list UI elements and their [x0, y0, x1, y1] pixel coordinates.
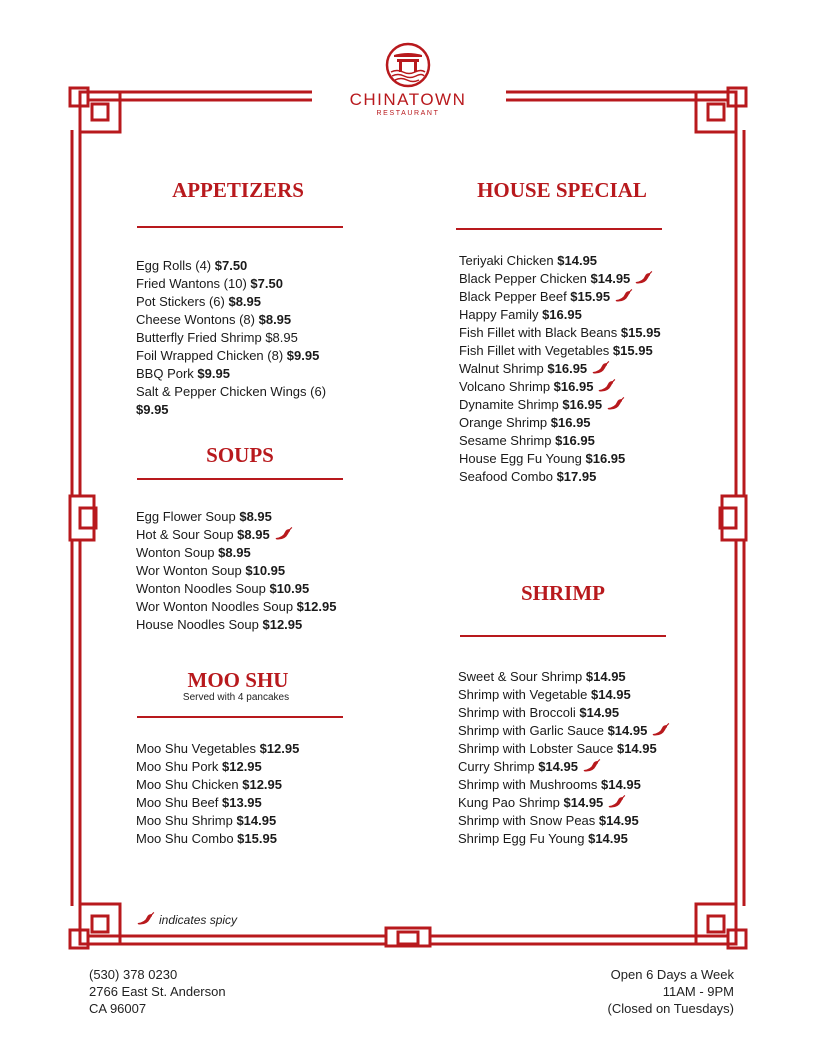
menu-item	[136, 544, 336, 562]
menu-item-price: $14.95	[579, 705, 620, 720]
menu-item	[136, 526, 336, 544]
chili-pepper-icon	[613, 289, 633, 303]
menu-item-name: Egg Flower Soup	[136, 509, 240, 524]
menu-item	[136, 758, 299, 776]
restaurant-name: CHINATOWN	[349, 90, 467, 109]
chili-pepper-icon	[135, 912, 155, 926]
menu-item-name: Kung Pao Shrimp	[458, 795, 564, 810]
menu-item-name: Dynamite Shrimp	[459, 397, 563, 412]
menu-item-price: $16.95	[542, 307, 582, 322]
chili-pepper-icon	[590, 361, 610, 375]
menu-item-price: $9.95	[136, 402, 169, 417]
menu-item-name: Salt & Pepper Chicken Wings (6)	[136, 384, 327, 399]
menu-item-price: $14.95	[563, 795, 604, 810]
menu-item-price: $16.95	[550, 415, 591, 430]
menu-item-name: Sesame Shrimp	[459, 433, 556, 448]
menu-item-name: Walnut Shrimp	[459, 361, 548, 376]
menu-item-name: Moo Shu Vegetables	[136, 741, 260, 756]
mooshu-divider	[137, 716, 343, 718]
menu-item-price: $16.95	[562, 397, 603, 412]
street-address: 2766 East St. Anderson	[89, 984, 226, 999]
menu-item-price: $8.95	[218, 545, 251, 560]
menu-item-price: $16.95	[555, 433, 595, 448]
menu-item-price: $14.95	[588, 831, 628, 846]
menu-item	[136, 508, 336, 526]
menu-item	[136, 794, 299, 812]
menu-item	[459, 342, 661, 360]
chili-pepper-icon	[273, 527, 293, 541]
restaurant-subtitle: RESTAURANT	[376, 110, 440, 117]
menu-item-price: $14.95	[236, 813, 277, 828]
menu-item-name: Foil Wrapped Chicken (8)	[136, 348, 287, 363]
menu-item-price: $17.95	[556, 469, 597, 484]
menu-item-name: Shrimp with Mushrooms	[458, 777, 602, 792]
menu-item-name: Moo Shu Combo	[136, 831, 238, 846]
menu-item-name: Seafood Combo	[459, 469, 557, 484]
menu-item-price: $14.95	[607, 723, 648, 738]
footer-hours	[608, 966, 734, 1017]
menu-item	[458, 794, 670, 812]
menu-item-name: House Noodles Soup	[136, 617, 263, 632]
menu-item	[459, 288, 661, 306]
state-zip: CA 96007	[89, 1001, 147, 1016]
menu-item	[459, 414, 661, 432]
menu-item-name: Fish Fillet with Black Beans	[459, 325, 621, 340]
menu-item	[136, 740, 299, 758]
menu-item-price: $8.95	[258, 312, 292, 327]
menu-item	[458, 776, 670, 794]
menu-item	[136, 401, 326, 419]
shrimp-divider	[460, 635, 666, 637]
menu-item-name: Shrimp with Broccoli	[458, 705, 580, 720]
phone-number: (530) 378 0230	[89, 967, 178, 982]
soups-title: SOUPS	[206, 443, 274, 467]
appetizers-divider	[137, 226, 343, 228]
mooshu-list	[136, 740, 299, 848]
house-special-divider	[456, 228, 662, 230]
menu-item-price: $14.95	[598, 813, 639, 828]
menu-item-name: Black Pepper Beef	[459, 289, 571, 304]
menu-item	[136, 562, 336, 580]
menu-item-name: Wonton Noodles Soup	[136, 581, 270, 596]
menu-item-name: Cheese Wontons (8)	[136, 312, 259, 327]
menu-item-name: Shrimp with Lobster Sauce	[458, 741, 617, 756]
chili-pepper-icon	[633, 271, 653, 285]
menu-item	[458, 830, 670, 848]
chili-pepper-icon	[650, 723, 670, 737]
menu-item	[458, 740, 670, 758]
menu-item-price: $15.95	[570, 289, 611, 304]
menu-item	[459, 396, 661, 414]
chili-pepper-icon	[596, 379, 616, 393]
menu-item	[459, 378, 661, 396]
menu-item	[459, 432, 661, 450]
menu-item	[458, 758, 670, 776]
menu-item-price: $15.95	[620, 325, 661, 340]
menu-item	[459, 468, 661, 486]
spicy-legend	[135, 912, 237, 927]
mooshu-note: Served with 4 pancakes	[182, 692, 290, 703]
closed-day: (Closed on Tuesdays)	[607, 1001, 734, 1016]
legend-text: indicates spicy	[159, 913, 238, 927]
menu-item-price: $14.95	[557, 253, 598, 268]
menu-item-price: $12.95	[262, 617, 303, 632]
menu-item	[459, 252, 661, 270]
menu-item-name: BBQ Pork	[136, 366, 198, 381]
pagoda-logo-icon	[385, 42, 431, 88]
menu-item-price: $13.95	[222, 795, 262, 810]
menu-item	[136, 329, 326, 347]
menu-item-price: $15.95	[612, 343, 653, 358]
menu-item-price: $14.95	[590, 687, 631, 702]
menu-item-price: $12.95	[296, 599, 337, 614]
menu-item-name: Shrimp Egg Fu Young	[458, 831, 589, 846]
menu-item-name: Hot & Sour Soup	[136, 527, 238, 542]
menu-item-name: Shrimp with Snow Peas	[458, 813, 599, 828]
footer-contact	[89, 966, 226, 1017]
menu-item	[458, 704, 670, 722]
menu-item-price: $9.95	[286, 348, 320, 363]
menu-item-name: Shrimp with Garlic Sauce	[458, 723, 608, 738]
menu-item-price: $8.95	[239, 509, 272, 524]
soups-list	[136, 508, 336, 634]
menu-item-name: Orange Shrimp	[459, 415, 551, 430]
menu-item	[136, 598, 336, 616]
menu-item-price: $15.95	[237, 831, 277, 846]
menu-item	[136, 830, 299, 848]
menu-item	[136, 776, 299, 794]
menu-item-name: Moo Shu Pork	[136, 759, 222, 774]
menu-item	[459, 324, 661, 342]
menu-item-price: $7.50	[250, 276, 283, 291]
appetizers-title: APPETIZERS	[172, 178, 304, 202]
menu-item	[136, 275, 326, 293]
shrimp-list	[458, 668, 670, 848]
appetizers-list	[136, 257, 326, 419]
mooshu-title: MOO SHU	[187, 668, 289, 692]
menu-item-name: Moo Shu Chicken	[136, 777, 243, 792]
shrimp-title: SHRIMP	[521, 581, 605, 605]
menu-item-name: Wor Wonton Soup	[136, 563, 246, 578]
menu-item-name: Moo Shu Shrimp	[136, 813, 237, 828]
menu-item	[458, 722, 670, 740]
menu-item	[458, 668, 670, 686]
menu-item-name: Moo Shu Beef	[136, 795, 222, 810]
menu-item	[136, 616, 336, 634]
menu-item	[458, 812, 670, 830]
menu-item	[459, 360, 661, 378]
menu-item	[136, 812, 299, 830]
menu-item-price: $12.95	[259, 741, 300, 756]
menu-item-price: $16.95	[585, 451, 626, 466]
menu-item-price: $16.95	[547, 361, 588, 376]
menu-item-price: $14.95	[538, 759, 578, 774]
menu-item-name: Fish Fillet with Vegetables	[459, 343, 613, 358]
menu-item	[136, 311, 326, 329]
menu-item	[459, 270, 661, 288]
menu-item-price: $8.95	[237, 527, 270, 542]
open-time: 11AM - 9PM	[662, 984, 734, 999]
chili-pepper-icon	[605, 397, 625, 411]
menu-item-price: $8.95	[228, 294, 262, 309]
menu-item	[459, 450, 661, 468]
menu-item-price: $12.95	[242, 777, 282, 792]
menu-item	[136, 365, 326, 383]
menu-item-name: Fried Wantons (10)	[136, 276, 251, 291]
menu-item-price: $14.95	[590, 271, 631, 286]
menu-item	[458, 686, 670, 704]
menu-item-price: $10.95	[245, 563, 286, 578]
soups-divider	[137, 478, 343, 480]
menu-item-name: Volcano Shrimp	[459, 379, 554, 394]
menu-item-name: Black Pepper Chicken	[459, 271, 591, 286]
menu-item	[136, 347, 326, 365]
menu-item-name: Wonton Soup	[136, 545, 219, 560]
menu-item-name: Sweet & Sour Shrimp	[458, 669, 586, 684]
menu-item-price: $7.50	[214, 258, 248, 273]
open-days: Open 6 Days a Week	[610, 967, 734, 982]
menu-item-name: Curry Shrimp	[458, 759, 539, 774]
menu-item-name: Teriyaki Chicken	[459, 253, 558, 268]
menu-item	[136, 383, 326, 401]
menu-item	[136, 580, 336, 598]
menu-item-price: $12.95	[222, 759, 262, 774]
menu-item-name: Shrimp with Vegetable	[458, 687, 591, 702]
menu-item-name: Pot Stickers (6)	[136, 294, 229, 309]
house-special-list	[459, 252, 661, 486]
menu-item-name: Butterfly Fried Shrimp $8.95	[136, 330, 298, 345]
menu-item-price: $9.95	[197, 366, 230, 381]
menu-item-name: Wor Wonton Noodles Soup	[136, 599, 297, 614]
menu-item	[459, 306, 661, 324]
house-special-title: HOUSE SPECIAL	[477, 178, 647, 202]
chili-pepper-icon	[581, 759, 601, 773]
menu-item	[136, 293, 326, 311]
chili-pepper-icon	[606, 795, 626, 809]
menu-item-price: $16.95	[553, 379, 594, 394]
menu-item-price: $10.95	[269, 581, 310, 596]
menu-item-price: $14.95	[616, 741, 657, 756]
menu-item-name: Egg Rolls (4)	[136, 258, 215, 273]
menu-item-name: Happy Family	[459, 307, 543, 322]
menu-item-price: $14.95	[585, 669, 626, 684]
menu-item-name: House Egg Fu Young	[459, 451, 586, 466]
menu-item-price: $14.95	[601, 777, 641, 792]
menu-item	[136, 257, 326, 275]
